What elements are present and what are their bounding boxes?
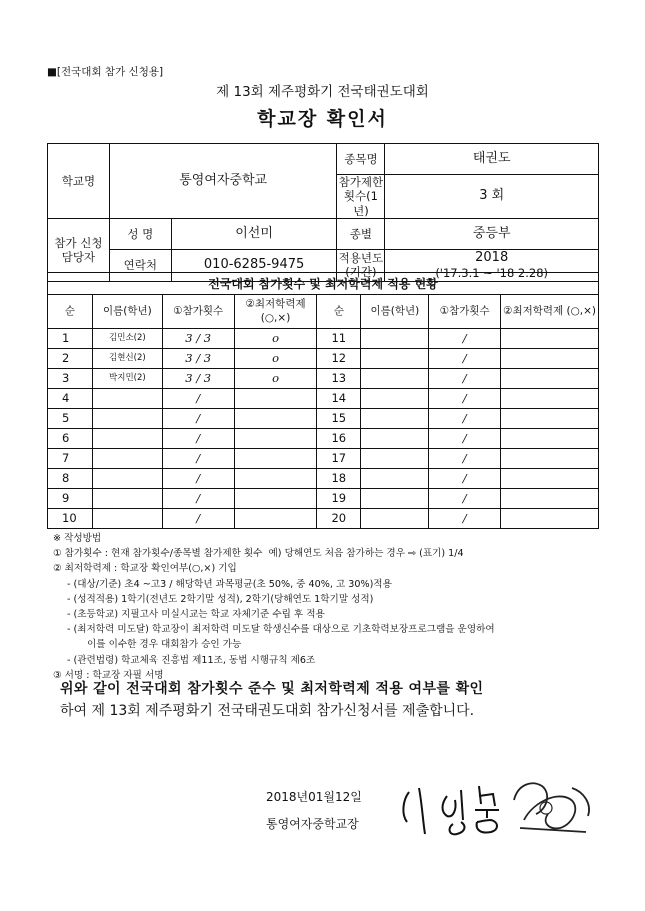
- participation-count: /: [429, 389, 501, 409]
- row-number: 8: [48, 469, 93, 489]
- declaration-line-2: 하여 제 13회 제주평화기 전국태권도대회 참가신청서를 제출합니다.: [60, 703, 475, 719]
- contact-value: 010-6285-9475: [171, 250, 337, 282]
- note-9: ③ 서명 : 학교장 자필 서명: [53, 669, 164, 681]
- participation-count: /: [162, 429, 234, 449]
- table-row: [48, 429, 599, 449]
- min-academic-mark: [501, 369, 599, 389]
- participation-count: /: [429, 329, 501, 349]
- row-number: 12: [317, 349, 361, 369]
- participation-count: /: [429, 429, 501, 449]
- event-subtitle: 제 13회 제주평화기 전국태권도대회: [216, 84, 429, 100]
- col-no: 순: [317, 295, 361, 329]
- note-heading: ※ 작성방법: [53, 533, 102, 544]
- student-name: [92, 389, 162, 409]
- division-value: 중등부: [385, 219, 599, 250]
- participation-count: /: [162, 509, 234, 529]
- student-name: [361, 409, 429, 429]
- min-academic-mark: [234, 469, 317, 489]
- col-min: ②최저학력제 (○,×): [501, 295, 599, 329]
- student-name: 김민소(2): [92, 329, 162, 349]
- student-name: 김현신(2): [92, 349, 162, 369]
- row-number: 3: [48, 369, 93, 389]
- student-name: [361, 389, 429, 409]
- page-title: 학교장 확인서: [257, 108, 388, 130]
- student-name: [361, 349, 429, 369]
- participation-count: /: [429, 469, 501, 489]
- participation-count: /: [429, 489, 501, 509]
- table-row: [48, 469, 599, 489]
- participation-count: 3 / 3: [162, 369, 234, 389]
- participation-count: /: [162, 469, 234, 489]
- min-academic-mark: [234, 409, 317, 429]
- col-name: 이름(학년): [361, 295, 429, 329]
- min-academic-mark: [501, 469, 599, 489]
- row-number: 10: [48, 509, 93, 529]
- name-value: 이선미: [171, 219, 337, 250]
- participation-count: /: [162, 489, 234, 509]
- table-row: [48, 509, 599, 529]
- school-label: 학교명: [48, 144, 110, 219]
- student-name: [361, 489, 429, 509]
- min-academic-mark: [501, 509, 599, 529]
- col-count: ①참가횟수: [162, 295, 234, 329]
- participation-count: /: [429, 509, 501, 529]
- min-academic-mark: [234, 449, 317, 469]
- table-row: [48, 369, 599, 389]
- info-table: [47, 143, 599, 282]
- min-academic-mark: [501, 329, 599, 349]
- row-number: 11: [317, 329, 361, 349]
- student-name: [92, 449, 162, 469]
- year-period: ('17.3.1 ~ '18 2.28): [435, 266, 549, 281]
- table-row: [48, 349, 599, 369]
- row-number: 4: [48, 389, 93, 409]
- table-row: [48, 389, 599, 409]
- participation-count: /: [429, 449, 501, 469]
- min-academic-mark: [234, 429, 317, 449]
- note-3: - (대상/기준) 초4 ~고3 / 해당학년 과목평균(초 50%, 중 40%, 고 30%)적용: [67, 578, 392, 590]
- row-number: 5: [48, 409, 93, 429]
- student-name: [92, 509, 162, 529]
- min-academic-mark: [501, 349, 599, 369]
- min-academic-mark: [234, 389, 317, 409]
- note-2: ② 최저학력제 : 학교장 확인여부(○,×) 기입: [53, 563, 237, 575]
- table-row: [48, 409, 599, 429]
- participation-count: 3 / 3: [162, 349, 234, 369]
- student-name: [361, 329, 429, 349]
- row-number: 2: [48, 349, 93, 369]
- min-academic-mark: [501, 429, 599, 449]
- participation-count: /: [429, 409, 501, 429]
- participation-count: /: [162, 389, 234, 409]
- year-value: 2018: [475, 250, 509, 266]
- note-8: - (관련법령) 학교체육 진흥법 제11조, 동법 시행규칙 제6조: [67, 654, 316, 666]
- row-number: 14: [317, 389, 361, 409]
- row-number: 15: [317, 409, 361, 429]
- limit-value: 3 회: [385, 175, 599, 219]
- note-5: - (초등학교) 지필고사 미실시교는 학교 자체기준 수립 후 적용: [67, 609, 325, 621]
- row-number: 20: [317, 509, 361, 529]
- student-name: [92, 469, 162, 489]
- instructions: [53, 531, 495, 683]
- contact-label: 연락처: [109, 250, 171, 282]
- official-seal: [502, 770, 602, 840]
- min-academic-mark: [234, 489, 317, 509]
- student-name: [361, 449, 429, 469]
- event-label: 종목명: [337, 144, 385, 175]
- note-1: ① 참가횟수 : 현재 참가횟수/종목별 참가제한 횟수 예) 당해연도 처음 참가하는 경우 ⇨ (표기) 1/4: [53, 548, 464, 560]
- min-academic-mark: [501, 489, 599, 509]
- participation-count: /: [162, 409, 234, 429]
- min-academic-mark: [501, 389, 599, 409]
- min-academic-mark: o: [234, 349, 317, 369]
- col-name: 이름(학년): [92, 295, 162, 329]
- row-number: 9: [48, 489, 93, 509]
- row-number: 18: [317, 469, 361, 489]
- division-label: 종별: [337, 219, 385, 250]
- participation-count: 3 / 3: [162, 329, 234, 349]
- participation-count: /: [162, 449, 234, 469]
- status-title: 전국대회 참가횟수 및 최저학력제 적용 현황: [47, 272, 599, 294]
- issue-date: 2018년01월12일: [266, 790, 362, 804]
- note-6: - (최저학력 미도달) 학교장이 최저학력 미도달 학생신수를 대상으로 기초학력보장프로그램을 운영하여: [67, 624, 495, 636]
- manager-label: 참가 신청 담당자: [48, 219, 110, 282]
- col-no: 순: [48, 295, 93, 329]
- participation-count: /: [429, 369, 501, 389]
- year-label: 적용년도 (기간): [338, 251, 384, 280]
- school-value: 통영여자중학교: [109, 144, 337, 219]
- min-academic-mark: o: [234, 329, 317, 349]
- student-name: [92, 489, 162, 509]
- min-academic-mark: [501, 409, 599, 429]
- row-number: 6: [48, 429, 93, 449]
- table-row: [48, 329, 599, 349]
- student-name: [361, 369, 429, 389]
- student-name: [361, 469, 429, 489]
- table-row: [48, 489, 599, 509]
- min-academic-mark: [234, 509, 317, 529]
- min-academic-mark: o: [234, 369, 317, 389]
- student-name: [92, 429, 162, 449]
- declaration: [60, 678, 483, 722]
- student-name: [361, 429, 429, 449]
- row-number: 19: [317, 489, 361, 509]
- declaration-line-1: 위와 같이 전국대회 참가횟수 준수 및 최저학력제 적용 여부를 확인: [60, 681, 484, 697]
- row-number: 13: [317, 369, 361, 389]
- student-name: 박지민(2): [92, 369, 162, 389]
- name-label: 성 명: [109, 219, 171, 250]
- row-number: 1: [48, 329, 93, 349]
- participation-count: /: [429, 349, 501, 369]
- form-type-tag: ■[전국대회 참가 신청용]: [47, 66, 164, 78]
- student-name: [361, 509, 429, 529]
- event-value: 태권도: [385, 144, 599, 175]
- row-number: 16: [317, 429, 361, 449]
- min-academic-mark: [501, 449, 599, 469]
- student-name: [92, 409, 162, 429]
- table-row: [48, 449, 599, 469]
- principal-title: 통영여자중학교장: [266, 817, 359, 831]
- limit-label: 참가제한 횟수(1년): [338, 175, 384, 218]
- col-count: ①참가횟수: [429, 295, 501, 329]
- note-4: - (성적적용) 1학기(전년도 2학기말 성적), 2학기(당해연도 1학기말 성적): [67, 593, 374, 605]
- col-min: ②최저학력제 (○,×): [234, 295, 317, 329]
- row-number: 7: [48, 449, 93, 469]
- note-7: 이를 이수한 경우 대회참가 승인 가능: [87, 639, 242, 651]
- row-number: 17: [317, 449, 361, 469]
- status-table: [47, 294, 599, 529]
